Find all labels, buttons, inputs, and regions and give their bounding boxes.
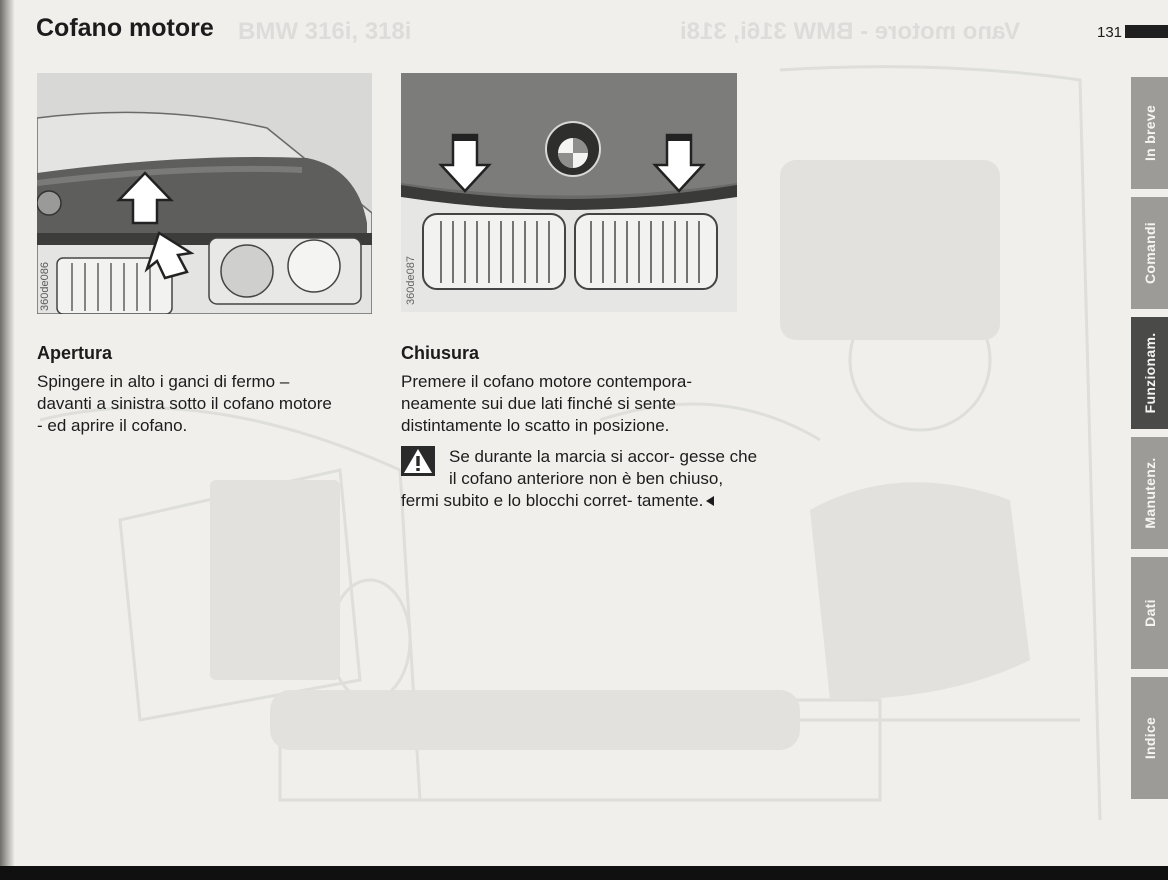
tab-label: Indice <box>1141 716 1158 760</box>
tab-label: Dati <box>1141 599 1158 627</box>
apertura-heading: Apertura <box>37 343 113 363</box>
chiusura-heading: Chiusura <box>401 343 480 363</box>
warning-note <box>401 446 761 512</box>
page-title: Cofano motore <box>36 14 214 42</box>
tab-manutenz[interactable] <box>1131 437 1168 549</box>
tab-dati[interactable] <box>1131 557 1168 669</box>
hood-opening-drawing <box>37 73 372 314</box>
apertura-line: Spingere in alto i ganci di fermo – <box>37 372 290 391</box>
warning-text: Se durante la marcia si accor- gesse che il cofano anteriore non è ben chiuso, fermi subito e lo blocchi corret- tamente. <box>401 447 758 510</box>
page-number: 131 <box>1097 24 1123 41</box>
ghost-header-left: BMW 316i, 318i <box>238 18 412 45</box>
tab-label: Manutenz. <box>1141 457 1158 529</box>
tab-in-breve[interactable] <box>1131 77 1168 189</box>
figure-code: 360de087 <box>405 256 417 305</box>
apertura-line: davanti a sinistra sotto il cofano motore <box>37 394 332 413</box>
chiusura-line: distintamente lo scatto in posizione. <box>401 416 670 435</box>
page-number-bar <box>1125 25 1168 38</box>
tab-indice[interactable] <box>1131 677 1168 799</box>
tab-label: In breve <box>1141 104 1158 162</box>
chiusura-text <box>401 371 766 437</box>
hood-closing-drawing <box>401 73 737 312</box>
tab-label: Funzionam. <box>1141 332 1158 414</box>
warning-triangle-icon <box>401 446 435 476</box>
ghost-header-right: Vano motore - BMW 316i, 318i <box>680 18 1021 45</box>
tab-label: Comandi <box>1141 222 1158 284</box>
tab-funzionam[interactable] <box>1131 317 1168 429</box>
apertura-line: - ed aprire il cofano. <box>37 416 188 435</box>
chiusura-line: Premere il cofano motore contempora- <box>401 372 693 391</box>
apertura-text <box>37 371 392 437</box>
figure-hood-closing <box>401 73 737 312</box>
figure-code: 360de086 <box>39 262 51 311</box>
tab-comandi[interactable] <box>1131 197 1168 309</box>
figure-hood-opening <box>37 73 372 314</box>
page-bottom-edge <box>0 866 1168 880</box>
end-mark-icon <box>706 496 714 506</box>
chiusura-line: neamente sui due lati finché si sente <box>401 394 677 413</box>
